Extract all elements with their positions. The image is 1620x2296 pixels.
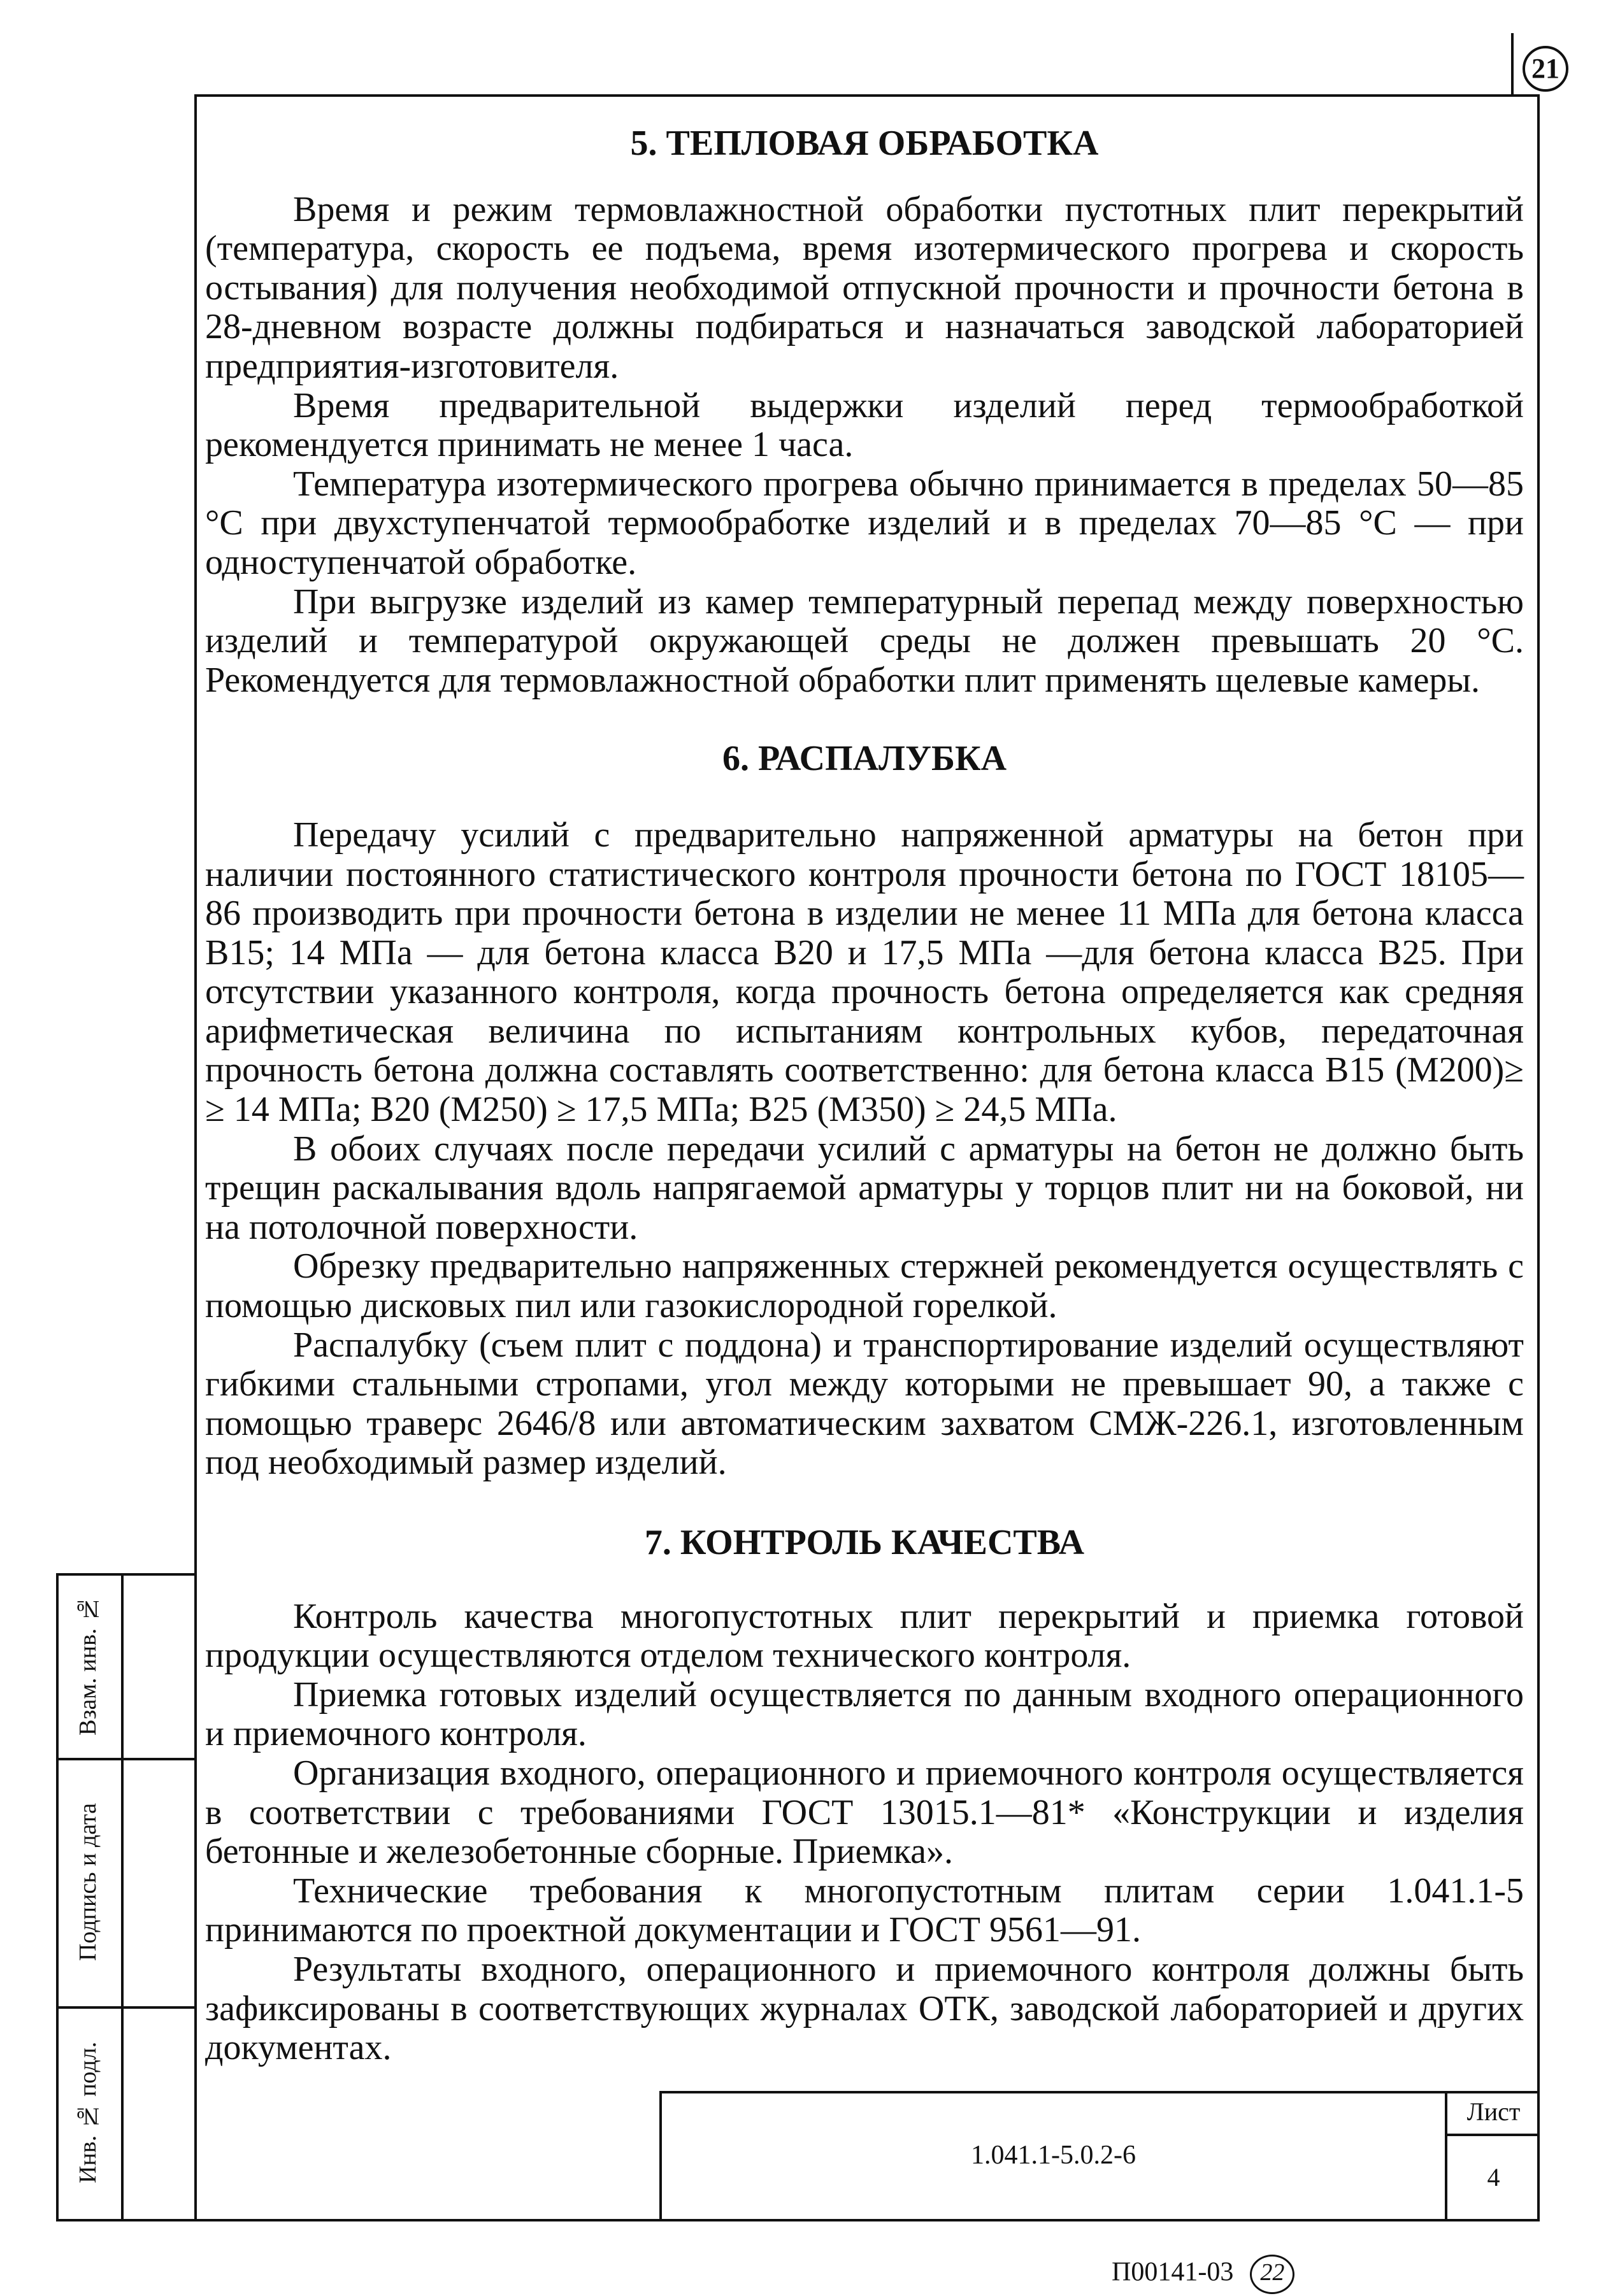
stamp-label-original-inv: Инв. № подл.	[75, 2041, 101, 2184]
paragraph: При выгрузке изделий из камер температурный перепад между поверхностью изделий и температурой окружающей среды не должен превышать 20 °С. Рекомендуется для термовлажностной обработки плит применять щелевые камеры.	[205, 581, 1524, 700]
section-heading-thermal: 5. ТЕПЛОВАЯ ОБРАБОТКА	[630, 124, 1099, 163]
paragraph: Передачу усилий с предварительно напряженной арматуры на бетон при наличии постоянного статистического контроля прочности бетона по ГОСТ 18105—86 производить при прочности бетона в изделии не менее 11 МПа для бетона класса В15; 14 МПа — для бетона класса В20 и 17,5 МПа —для бетона класса В25. При отсутствии указанного контроля, когда прочность бетона определяется как средняя арифметическая величина по испытаниям контрольных кубов, передаточная прочность бетона должна составлять соответственно: для бетона класса В15 (М200)≥ ≥ 14 МПа; В20 (М250) ≥ 17,5 МПа; В25 (М350) ≥ 24,5 МПа.	[205, 815, 1524, 1130]
top-right-tick	[1511, 33, 1514, 97]
archive-code: П00141-03	[1112, 2257, 1234, 2287]
sheet-label: Лист	[1466, 2097, 1521, 2126]
document-body	[205, 124, 1524, 2068]
paragraph: Приемка готовых изделий осуществляется по данным входного операционного и приемочного контроля.	[205, 1674, 1524, 1754]
page-number-badge: 21	[1523, 46, 1568, 92]
section-heading-formwork: 6. РАСПАЛУБКА	[722, 739, 1007, 779]
footer-circled-number: 22	[1250, 2255, 1294, 2294]
paragraph: Температура изотермического прогрева обычно принимается в пределах 50—85 °С при двухступенчатой термообработке изделий и в пределах 70—85 °С — при одноступенчатой обработке.	[205, 464, 1524, 582]
paragraph: Обрезку предварительно напряженных стержней рекомендуется осуществлять с помощью дисковых пил или газокислородной горелкой.	[205, 1246, 1524, 1326]
paragraph: Технические требования к многопустотным плитам серии 1.041.1-5 принимаются по проектной документации и ГОСТ 9561—91.	[205, 1871, 1524, 1950]
paragraph: Организация входного, операционного и приемочного контроля осуществляется в соответствии с требованиями ГОСТ 13015.1—81* «Конструкции и изделия бетонные и железобетонные сборные. Приемка».	[205, 1753, 1524, 1872]
paragraph: Время и режим термовлажностной обработки пустотных плит перекрытий (температура, скорость ее подъема, время изотермического прогрева и скорость остывания) для получения необходимой отпускной прочности и прочности бетона в 28-дневном возрасте должны подбираться и назначаться заводской лабораторией предприятия-изготовителя.	[205, 189, 1524, 386]
stamp-label-signature-date: Подпись и дата	[75, 1802, 101, 1962]
section-heading-quality: 7. КОНТРОЛЬ КАЧЕСТВА	[644, 1523, 1085, 1562]
sheet-number: 4	[1487, 2163, 1500, 2192]
stamp-label-replacement-inv: Взам. инв. №	[75, 1595, 101, 1736]
paragraph: Контроль качества многопустотных плит перекрытий и приемка готовой продукции осуществляются отделом технического контроля.	[205, 1596, 1524, 1676]
paragraph: Результаты входного, операционного и приемочного контроля должны быть зафиксированы в соответствующих журналах ОТК, заводской лабораторией и других документах.	[205, 1949, 1524, 2068]
paragraph: Время предварительной выдержки изделий перед термообработкой рекомендуется принимать не менее 1 часа.	[205, 385, 1524, 465]
paragraph: В обоих случаях после передачи усилий с арматуры на бетон не должно быть трещин раскалывания вдоль напрягаемой арматуры у торцов плит ни на боковой, ни на потолочной поверхности.	[205, 1129, 1524, 1247]
document-code: 1.041.1-5.0.2-6	[971, 2141, 1136, 2170]
footer	[1112, 2255, 1294, 2294]
paragraph: Распалубку (съем плит с поддона) и транспортирование изделий осуществляют гибкими стальными стропами, угол между которыми не превышает 90, а также с помощью траверс 2646/8 или автоматическим захватом СМЖ-226.1, изготовленным под необходимый размер изделий.	[205, 1325, 1524, 1483]
